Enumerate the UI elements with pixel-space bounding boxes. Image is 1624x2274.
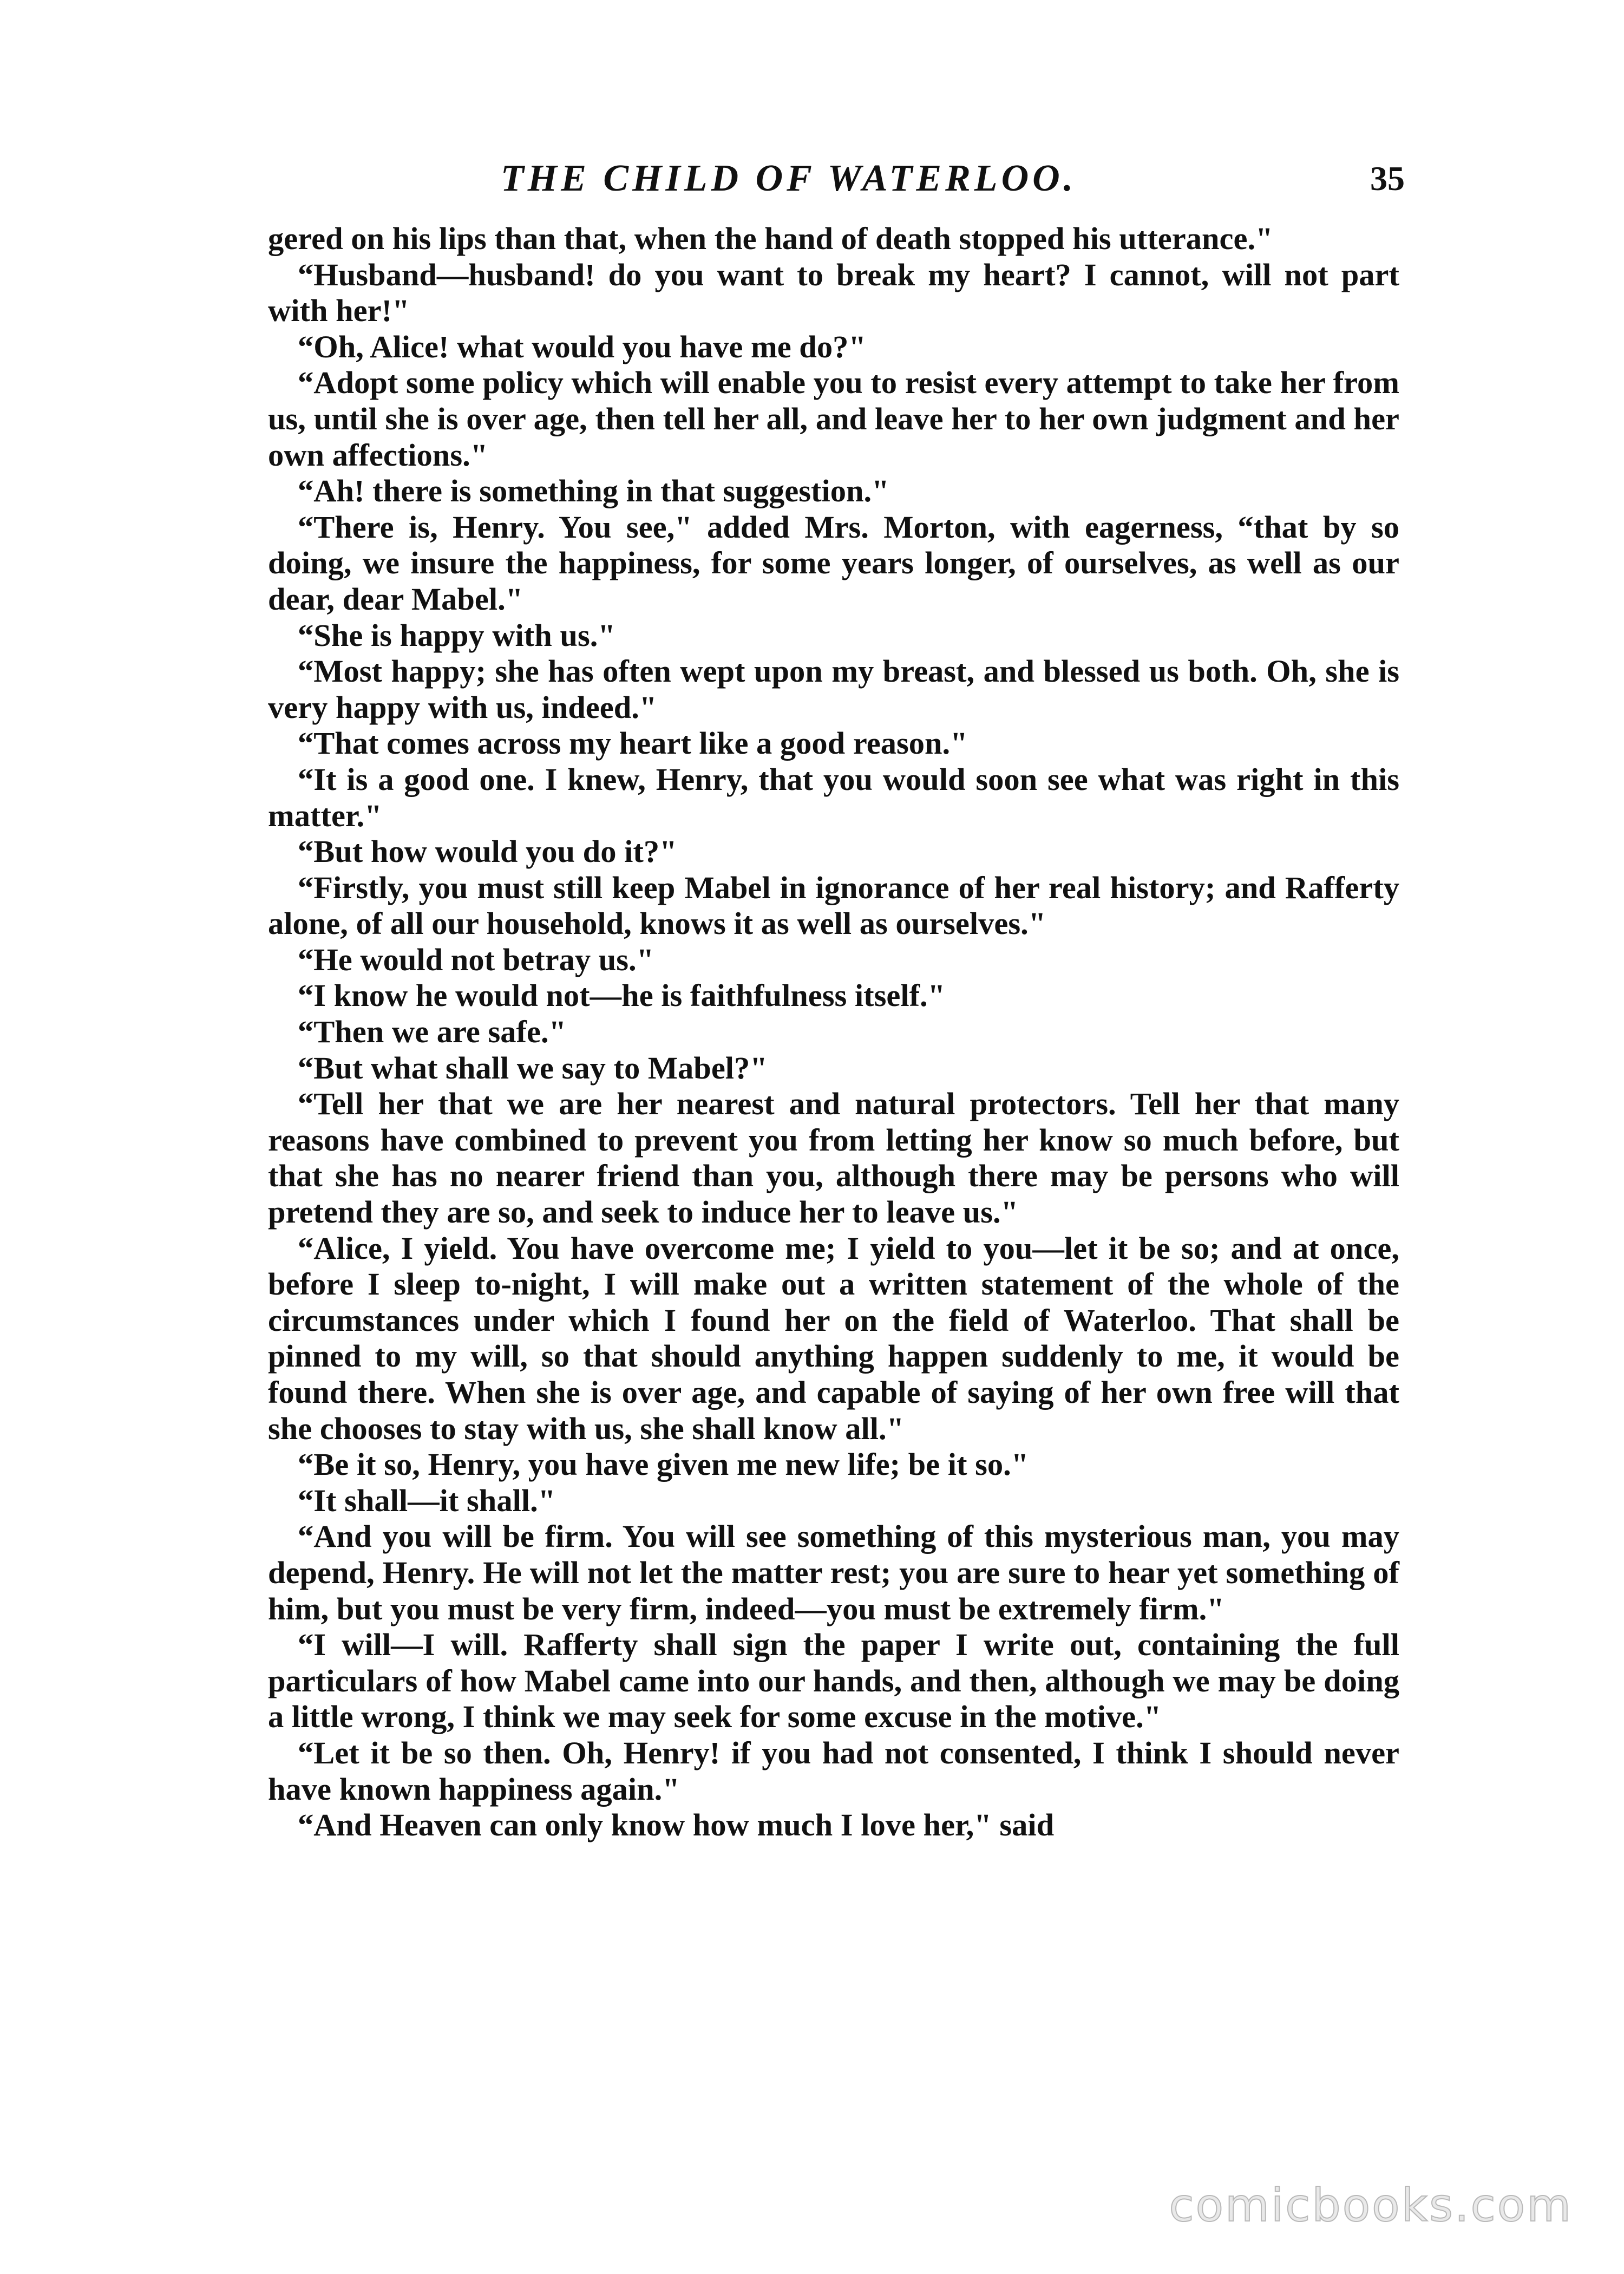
paragraph: “It shall—it shall." [298,1482,556,1518]
paragraph: “And Heaven can only know how much I love her," said [298,1807,1055,1843]
paragraph: “I will—I will. Rafferty shall sign the paper I write out, containing the full particulars of how Mabel came into our hands, and then, although we may be doing a little wrong, I think we may seek for some excuse in the motive." [268,1627,1399,1735]
paragraph: “Be it so, Henry, you have given me new life; be it so." [298,1447,1029,1482]
paragraph: gered on his lips than that, when the hand of death stopped his utterance." [268,221,1273,256]
paragraph: “Most happy; she has often wept upon my breast, and blessed us both. Oh, she is very happy with us, indeed." [268,654,1399,725]
paragraph: “Adopt some policy which will enable you to resist every attempt to take her from us, until she is over age, then tell her all, and leave her to her own judgment and her own affections." [268,365,1399,473]
paragraph: “But how would you do it?" [298,834,677,870]
paragraph: “There is, Henry. You see," added Mrs. Morton, with eagerness, “that by so doing, we insure the happiness, for some years longer, of ourselves, as well as our dear, dear Mabel." [268,509,1399,617]
paragraph: “It is a good one. I knew, Henry, that you would soon see what was right in this matter." [268,761,1399,833]
paragraph: “I know he would not—he is faithfulness itself." [298,978,946,1014]
page-header [268,152,1405,211]
paragraph: “Husband—husband! do you want to break my heart? I cannot, will not part with her!" [268,257,1399,329]
paragraph: “But what shall we say to Mabel?" [298,1050,768,1086]
paragraph: “Oh, Alice! what would you have me do?" [298,329,866,364]
paragraph: “She is happy with us." [298,617,615,653]
paragraph: “Firstly, you must still keep Mabel in ignorance of her real history; and Rafferty alone, of all our household, knows it as well as ourselves." [268,870,1399,942]
paragraph: “And you will be firm. You will see something of this mysterious man, you may depend, Henry. He will not let the matter rest; you are sure to hear yet something of him, but you must be very firm, indeed—you must be extremely firm." [268,1519,1399,1626]
paragraph: “Let it be so then. Oh, Henry! if you had not consented, I think I should never have known happiness again." [268,1735,1399,1807]
body-text [268,221,1399,1844]
paragraph: “Alice, I yield. You have overcome me; I yield to you—let it be so; and at once, before I sleep to-night, I will make out a written statement of the whole of the circumstances under which I found her on the field of Waterloo. That shall be pinned to my will, so that should anything happen suddenly to me, it would be found there. When she is over age, and capable of saying of her own free will that she chooses to stay with us, she shall know all." [268,1230,1399,1446]
watermark: comicbooks.com [1169,2179,1573,2232]
paragraph: “Then we are safe." [298,1014,567,1050]
page-number: 35 [1370,159,1405,198]
running-title: THE CHILD OF WATERLOO. [501,158,1077,199]
paragraph: “That comes across my heart like a good reason." [298,726,968,761]
paragraph: “He would not betray us." [298,942,654,977]
paragraph: “Ah! there is something in that suggestion." [298,473,889,509]
paragraph: “Tell her that we are her nearest and natural protectors. Tell her that many reasons have combined to prevent you from letting her know so much before, but that she has no nearer friend than you, although there may be persons who will pretend they are so, and seek to induce her to leave us." [268,1086,1399,1230]
